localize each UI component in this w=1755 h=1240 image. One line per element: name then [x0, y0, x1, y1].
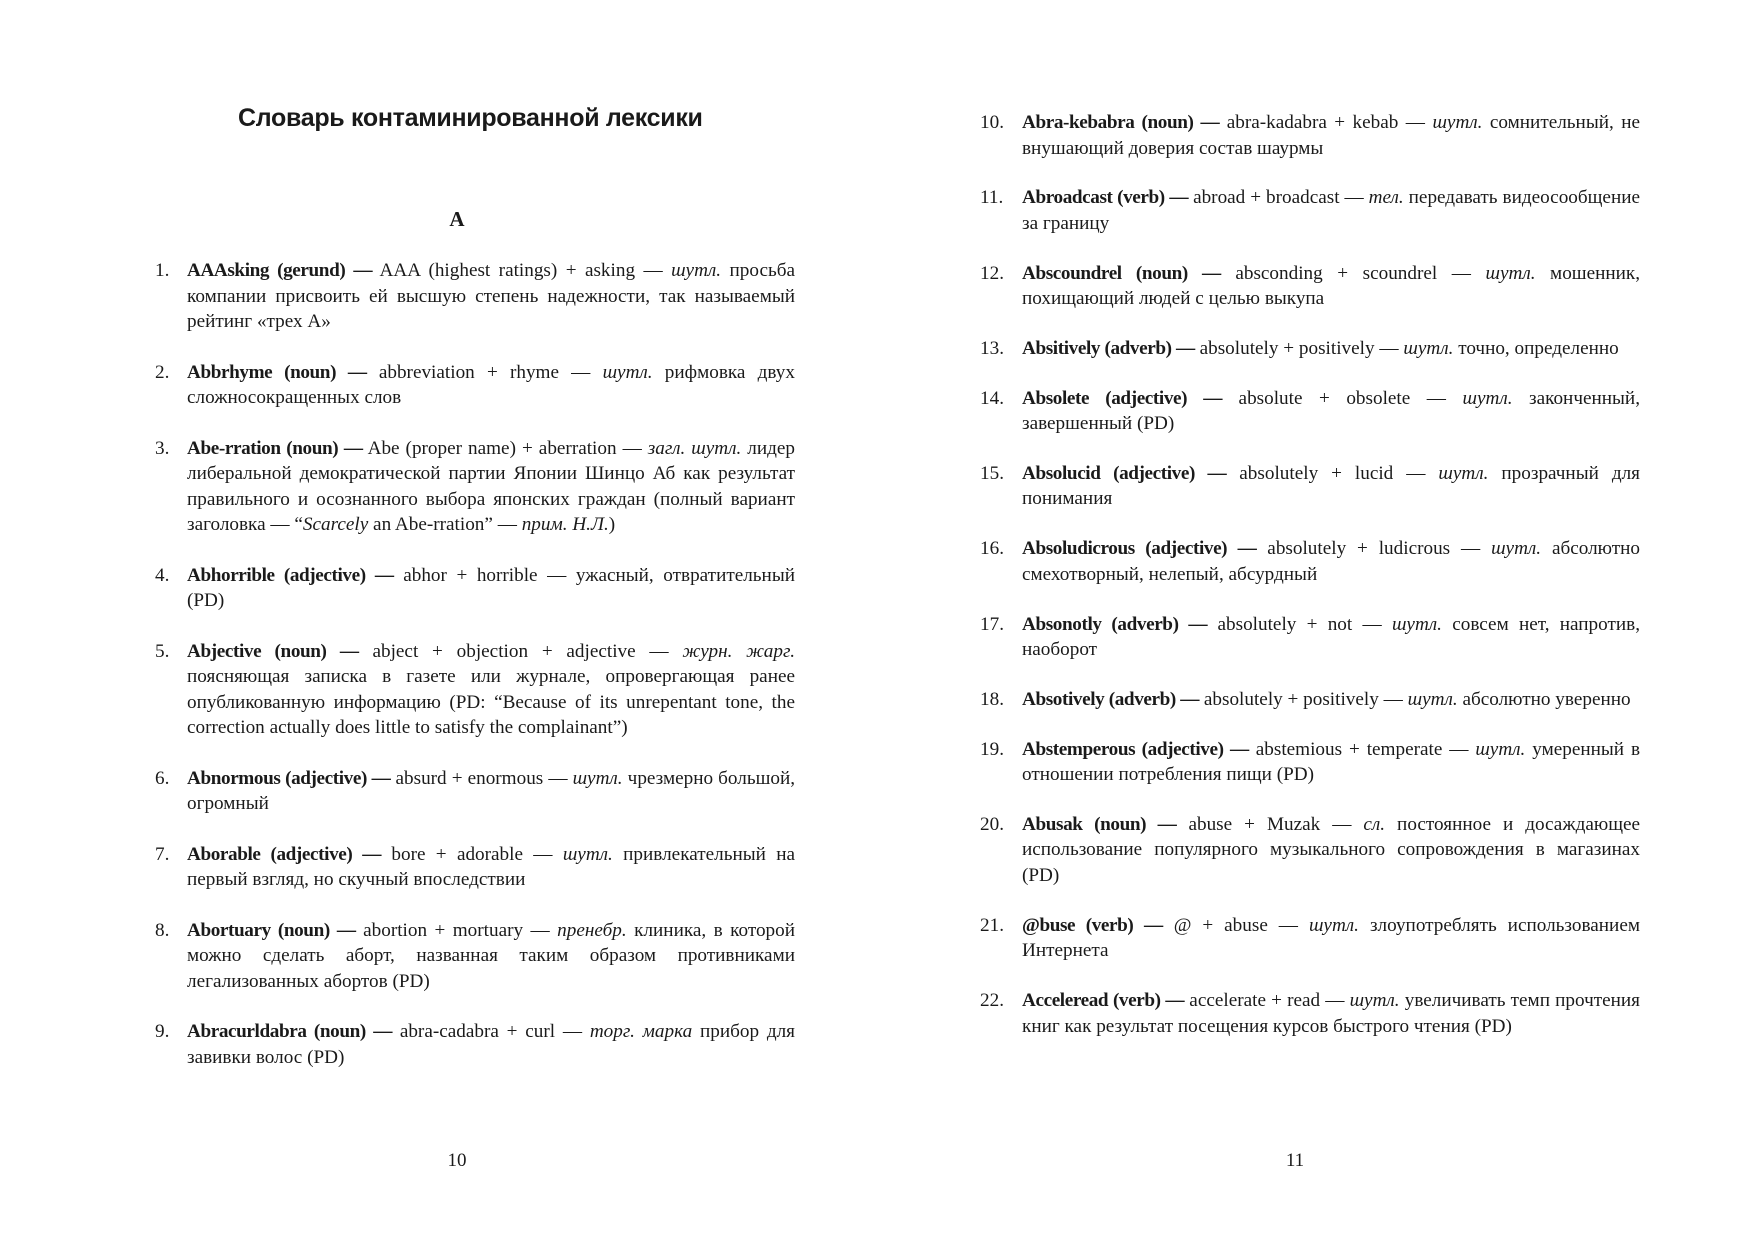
dictionary-entry: [980, 988, 1640, 1039]
entry-headword: Abnormous (adjective) —: [187, 767, 391, 789]
entry-headword: Absolete (adjective) —: [1022, 387, 1223, 409]
entry-number: 14.: [980, 387, 1004, 409]
entry-number: 16.: [980, 538, 1004, 560]
entry-gloss: умеренный в отношении потребления пищи (PD): [1022, 738, 1640, 786]
entry-number: 22.: [980, 990, 1004, 1012]
dictionary-entry: [155, 766, 795, 817]
entry-usage-mark: шутл.: [1349, 990, 1400, 1012]
entry-number: 12.: [980, 262, 1004, 284]
entry-gloss: злоупотреблять использованием Интернета: [1022, 914, 1640, 962]
entry-gloss: постоянное и досаждающее использование популярного музыкального сопровождения в магазинах (PD): [1022, 813, 1640, 886]
entry-gloss: увеличивать темп прочтения книг как результат посещения курсов быстрого чтения (PD): [1022, 990, 1640, 1037]
entry-usage-mark: тел.: [1368, 187, 1404, 209]
entry-usage-mark: шутл.: [562, 843, 613, 865]
entry-number: 3.: [155, 437, 170, 459]
entry-etymology: absolutely + not —: [1207, 613, 1392, 635]
entry-gloss: совсем нет, напротив, наоборот: [1022, 613, 1641, 661]
entry-usage-mark: шутл.: [1403, 337, 1454, 359]
entry-gloss: точно, определенно: [1453, 337, 1619, 359]
entry-gloss: чрезмерно большой, огромный: [187, 767, 796, 814]
left-page: [155, 0, 795, 1240]
entry-usage-mark: шутл.: [671, 260, 722, 281]
dictionary-entry: [980, 536, 1640, 587]
entry-usage-mark: пренебр.: [557, 919, 627, 941]
dictionary-entry: [155, 918, 795, 995]
entry-headword: Abbrhyme (noun) —: [187, 361, 367, 383]
entry-headword: Abscoundrel (noun) —: [1022, 262, 1221, 284]
entry-usage-mark: шутл.: [602, 361, 653, 383]
right-entry-list: [980, 110, 1641, 1063]
entry-gloss: лидер либеральной демократической партии Японии Шинцо Аб как результат правильного и осознанного выбора японских граждан (полный вариант заголовка — “: [187, 437, 796, 535]
dictionary-entry: [980, 687, 1640, 713]
entry-usage-mark: шутл.: [1475, 738, 1526, 760]
dictionary-entry: [980, 110, 1640, 161]
entry-headword: @buse (verb) —: [1022, 914, 1163, 936]
dictionary-entry: [155, 639, 795, 741]
entry-number: 13.: [980, 337, 1004, 359]
right-page: [980, 0, 1641, 1240]
entry-usage-mark: журн. жарг.: [682, 640, 795, 662]
entry-etymology: abra-kadabra + kebab —: [1219, 112, 1433, 133]
entry-etymology: absurd + enormous —: [390, 767, 573, 789]
entry-headword: Abroadcast (verb) —: [1022, 187, 1189, 209]
entry-gloss: прибор для завивки волос (PD): [187, 1021, 795, 1068]
entry-gloss: просьба компании присвоить ей высшую степень надежности, так называемый рейтинг «трех А»: [187, 260, 796, 332]
entry-headword: Abhorrible (adjective) —: [187, 564, 394, 586]
entry-gloss: сомнительный, не внушающий доверия состав шаурмы: [1022, 112, 1640, 159]
entry-etymology: abroad + broadcast —: [1188, 187, 1369, 209]
entry-gloss: рифмовка двух сложносокращенных слов: [187, 361, 795, 408]
entry-number: 9.: [155, 1021, 170, 1042]
page-number: 10: [447, 1150, 467, 1171]
entry-etymology: abhor + horrible —: [393, 564, 576, 586]
entry-headword: AAAsking (gerund) —: [187, 260, 373, 281]
entry-number: 11.: [980, 187, 1004, 209]
dictionary-entry: [980, 612, 1641, 663]
entry-usage-mark: шутл.: [1485, 262, 1536, 284]
entry-gloss: прозрачный для понимания: [1022, 462, 1640, 510]
entry-usage-mark: шутл.: [1308, 914, 1359, 936]
entry-usage-mark: сл.: [1363, 813, 1386, 835]
dictionary-entry: [980, 336, 1640, 362]
entry-etymology: absolutely + lucid —: [1226, 462, 1439, 484]
dictionary-entry: [155, 842, 795, 893]
entry-headword: Acceleread (verb) —: [1022, 990, 1185, 1012]
entry-gloss: клиника, в которой можно сделать аборт, названная таким образом противниками легализованных абортов (PD): [187, 919, 796, 992]
entry-gloss-end: ): [608, 514, 616, 535]
dictionary-entry: [980, 737, 1640, 788]
dictionary-title: Словарь контаминированной лексики: [238, 104, 703, 132]
dictionary-entry: [155, 360, 795, 411]
entry-number: 15.: [980, 462, 1004, 484]
entry-number: 5.: [155, 640, 170, 662]
entry-number: 1.: [155, 260, 170, 281]
entry-etymology: abortion + mortuary —: [355, 919, 558, 941]
page-number: 11: [1285, 1150, 1305, 1171]
entry-headword: Abortuary (noun) —: [187, 919, 356, 941]
entry-note-mark: прим. Н.Л.: [521, 514, 609, 535]
entry-etymology: absolute + obsolete —: [1222, 387, 1463, 409]
dictionary-entry: [980, 261, 1641, 312]
entry-etymology: AAA (highest ratings) + asking —: [372, 260, 672, 281]
entry-usage-mark: шутл.: [1432, 112, 1483, 133]
dictionary-entry: [155, 1019, 795, 1070]
entry-etymology: bore + adorable —: [381, 843, 563, 865]
entry-headword: Absolucid (adjective) —: [1022, 462, 1227, 484]
entry-number: 10.: [980, 112, 1004, 133]
entry-number: 18.: [980, 688, 1004, 710]
entry-etymology: Abe (proper name) + aberration —: [362, 437, 648, 459]
entry-number: 17.: [980, 613, 1004, 635]
entry-etymology: abstemious + temperate —: [1248, 738, 1476, 760]
entry-number: 21.: [980, 914, 1004, 936]
entry-etymology: absolutely + positively —: [1194, 337, 1404, 359]
entry-headword: Abusak (noun) —: [1022, 813, 1177, 835]
entry-gloss: абсолютно смехотворный, нелепый, абсурдный: [1022, 538, 1640, 585]
entry-headword: Absonotly (adverb) —: [1022, 613, 1208, 635]
entry-usage-mark: шутл.: [1391, 613, 1442, 635]
dictionary-entry: [980, 386, 1640, 437]
entry-gloss: ужасный, отвратительный (PD): [187, 564, 795, 611]
dictionary-entry: [155, 436, 795, 538]
entry-gloss: абсолютно уверенно: [1457, 688, 1631, 710]
entry-usage-mark: шутл.: [572, 767, 623, 789]
entry-gloss: поясняющая записка в газете или журнале, опровергающая ранее опубликованную информацию (PD: “Because of its unrepentant tone, the correction actually does little to satisfy the complainant”): [187, 666, 795, 738]
entry-number: 4.: [155, 564, 170, 586]
entry-etymology: accelerate + read —: [1184, 990, 1350, 1012]
entry-headword: Abracurldabra (noun) —: [187, 1021, 393, 1042]
entry-headword: Abra-kebabra (noun) —: [1022, 112, 1220, 133]
dictionary-entry: [155, 258, 795, 335]
entry-headword: Absotively (adverb) —: [1022, 688, 1200, 710]
dictionary-entry: [980, 185, 1640, 236]
entry-headword: Abstemperous (adjective) —: [1022, 738, 1249, 760]
entry-usage-mark: шутл.: [1438, 462, 1489, 484]
dictionary-entry: [980, 812, 1640, 889]
dictionary-entry: [980, 461, 1640, 512]
entry-usage-mark: торг. марка: [589, 1021, 693, 1042]
entry-gloss: законченный, завершенный (PD): [1022, 387, 1640, 435]
entry-headword: Aborable (adjective) —: [187, 843, 382, 865]
entry-number: 20.: [980, 813, 1004, 835]
entry-etymology: absolutely + positively —: [1199, 688, 1408, 710]
entry-number: 8.: [155, 919, 170, 941]
entry-italic-word: Scarcely: [302, 514, 369, 535]
entry-number: 19.: [980, 738, 1004, 760]
entry-etymology: abbreviation + rhyme —: [366, 361, 603, 383]
entry-etymology: @ + abuse —: [1162, 914, 1309, 936]
entry-usage-mark: шутл.: [1491, 538, 1542, 560]
entry-headword: Absitively (adverb) —: [1022, 337, 1195, 359]
entry-gloss: мошенник, похищающий людей с целью выкупа: [1022, 262, 1641, 310]
entry-number: 2.: [155, 361, 170, 383]
entry-etymology: absconding + scoundrel —: [1220, 262, 1486, 284]
entry-gloss: привлекательный на первый взгляд, но скучный впоследствии: [187, 843, 795, 890]
entry-gloss: передавать видеосообщение за границу: [1022, 187, 1640, 234]
entry-usage-mark: загл. шутл.: [647, 437, 742, 459]
entry-number: 6.: [155, 767, 170, 789]
entry-gloss-continued: an Abe-rration” —: [368, 514, 522, 535]
entry-etymology: abject + objection + adjective —: [358, 640, 683, 662]
section-letter: A: [449, 207, 465, 231]
dictionary-entry: [155, 563, 795, 614]
entry-headword: Absoludicrous (adjective) —: [1022, 538, 1257, 560]
entry-headword: Abjective (noun) —: [187, 640, 359, 662]
entry-usage-mark: шутл.: [1462, 387, 1513, 409]
entry-etymology: abuse + Muzak —: [1176, 813, 1364, 835]
entry-usage-mark: шутл.: [1407, 688, 1458, 710]
left-entry-list: [155, 258, 795, 1095]
entry-etymology: absolutely + ludicrous —: [1256, 538, 1492, 560]
entry-headword: Abe-rration (noun) —: [187, 437, 363, 459]
dictionary-entry: [980, 913, 1640, 964]
entry-number: 7.: [155, 843, 170, 865]
entry-etymology: abra-cadabra + curl —: [392, 1021, 590, 1042]
